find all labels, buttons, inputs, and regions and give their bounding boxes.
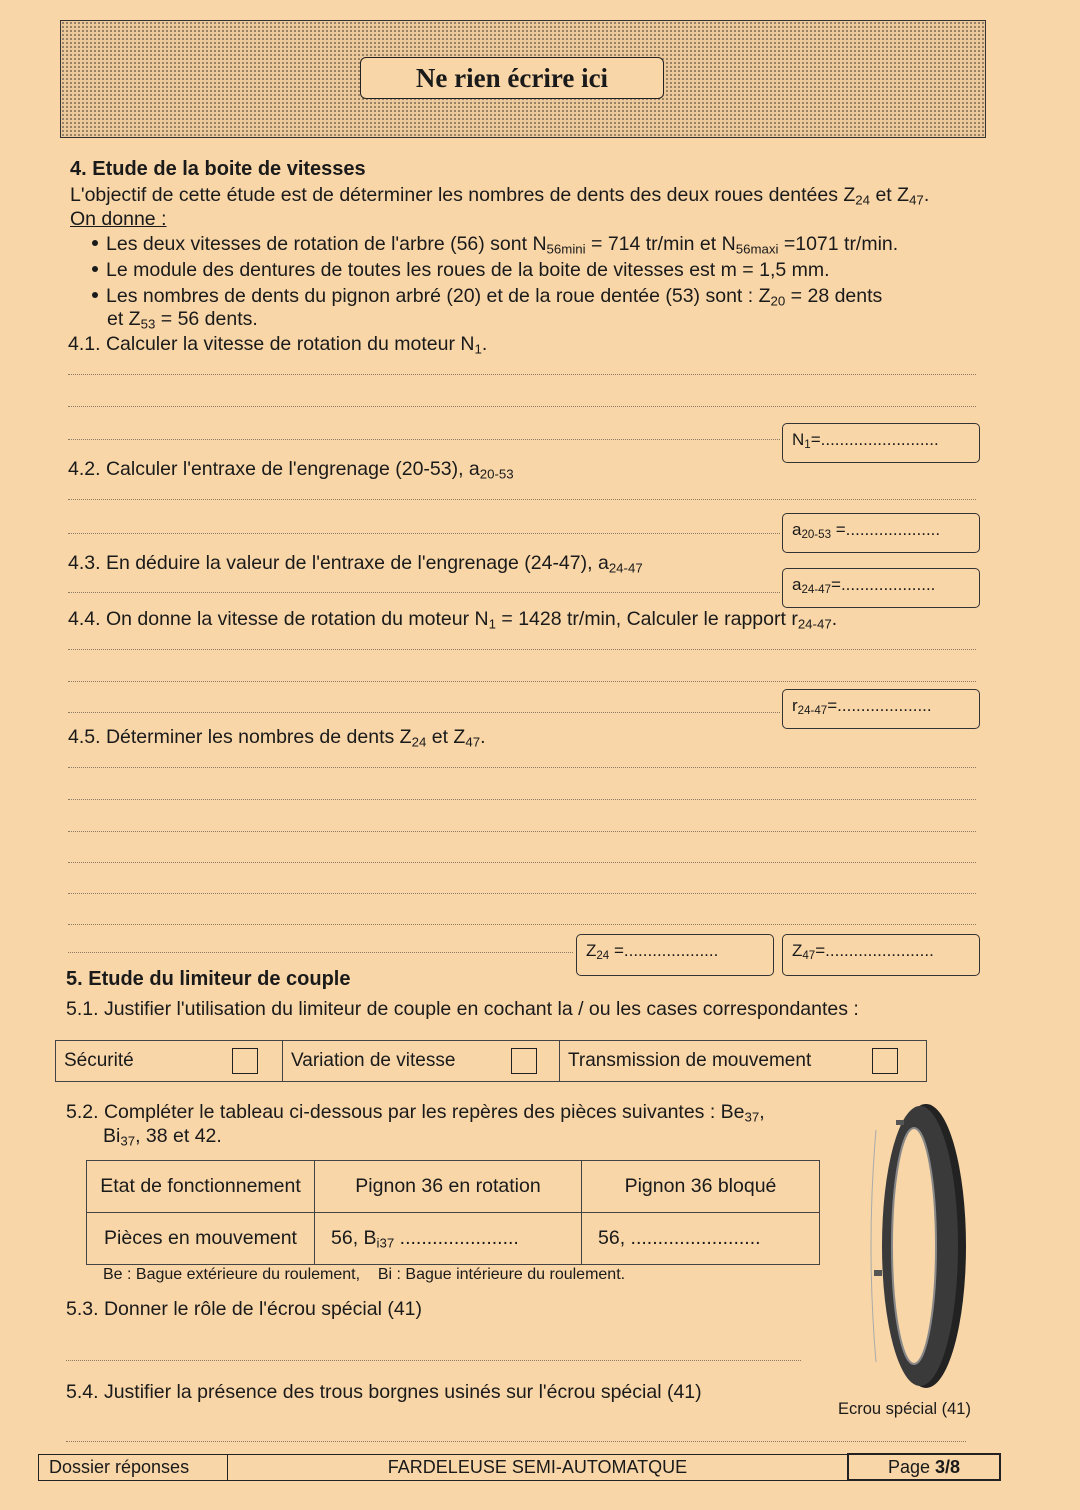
table-cell-rotation[interactable]: 56, $B_{i37}$ ...................... (315, 1213, 582, 1265)
table-legend: Be : Bague extérieure du roulement, Bi : Bague intérieure du roulement. (103, 1266, 626, 1283)
options-table (55, 1040, 927, 1082)
question-5-1: 5.1. Justifier l'utilisation du limiteur de couple en cochant la / ou les cases correspondantes : (66, 998, 859, 1020)
answer-line[interactable] (68, 767, 976, 768)
option-transmission: Transmission de mouvement (560, 1041, 927, 1082)
answer-box-z47[interactable]: $Z_{47}=$....................... (782, 934, 980, 976)
answer-box-z24[interactable]: $Z_{24}$ =.................... (576, 934, 774, 976)
question-4-2: 4.2. Calculer l'entraxe de l'engrenage (20-53), $a_{20-53}$ (68, 458, 514, 482)
footer-left: Dossier réponses (39, 1454, 228, 1480)
section-4-intro: L'objectif de cette étude est de déterminer les nombres de dents des deux roues dentées $Z_{24}$ et $Z_{47}$. (70, 184, 930, 208)
answer-line[interactable] (68, 499, 976, 500)
answer-line[interactable] (68, 893, 976, 894)
option-variation: Variation de vitesse (283, 1041, 560, 1082)
answer-line[interactable] (68, 952, 573, 953)
bullet-icon (92, 292, 98, 298)
given-bullet-1: Les deux vitesses de rotation de l'arbre (56) sont $N_{56mini} = 714$ tr/min et $N_{56maxi} =1071$ tr/min. (92, 233, 898, 256)
table-header-rotation: Pignon 36 en rotation (315, 1161, 582, 1213)
checkbox-transmission[interactable] (872, 1048, 898, 1074)
answer-line[interactable] (68, 374, 976, 375)
answer-box-r24-47[interactable]: $r_{24-47}=$.................... (782, 689, 980, 729)
bullet-icon (92, 266, 98, 272)
table-row-label: Pièces en mouvement (87, 1213, 315, 1265)
given-bullet-2: Le module des dentures de toutes les roues de la boite de vitesses est m = 1,5 mm. (92, 259, 830, 282)
answer-line[interactable] (66, 1441, 966, 1442)
answer-box-n1[interactable]: $N_1=$......................... (782, 423, 980, 463)
table-header-blocked: Pignon 36 bloqué (582, 1161, 820, 1213)
answer-line[interactable] (68, 831, 976, 832)
table-cell-blocked[interactable]: 56, ........................ (582, 1213, 820, 1265)
answer-line[interactable] (68, 862, 976, 863)
answer-line[interactable] (68, 649, 976, 650)
no-write-banner: Ne rien écrire ici (360, 57, 664, 99)
givens-label: On donne : (70, 208, 167, 230)
question-4-3: 4.3. En déduire la valeur de l'entraxe de l'engrenage (24-47), $a_{24-47}$ (68, 552, 643, 576)
checkbox-variation[interactable] (511, 1048, 537, 1074)
question-4-4: 4.4. On donne la vitesse de rotation du moteur $N_1 = 1428$ tr/min, Calculer le rapport $r_{24-47}$. (68, 608, 838, 632)
answer-line[interactable] (68, 799, 976, 800)
answer-line[interactable] (68, 439, 780, 440)
answer-box-a20-53[interactable]: $a_{20-53}$ =.................... (782, 513, 980, 553)
answer-line[interactable] (68, 592, 780, 593)
question-5-4: 5.4. Justifier la présence des trous borgnes usinés sur l'écrou spécial (41) (66, 1381, 702, 1403)
section-4-title: 4. Etude de la boite de vitesses (70, 158, 366, 180)
checkbox-securite[interactable] (232, 1048, 258, 1074)
answer-box-a24-47[interactable]: $a_{24-47}=$.................... (782, 568, 980, 608)
question-5-3: 5.3. Donner le rôle de l'écrou spécial (41) (66, 1298, 422, 1320)
bullet-icon (92, 240, 98, 246)
answer-line[interactable] (68, 533, 780, 534)
question-4-5: 4.5. Déterminer les nombres de dents $Z_{24}$ et $Z_{47}$. (68, 726, 486, 750)
answer-line[interactable] (68, 406, 976, 407)
image-caption: Ecrou spécial (41) (838, 1400, 971, 1418)
parts-table (86, 1160, 820, 1265)
option-securite: Sécurité (56, 1041, 283, 1082)
special-nut-image (860, 1100, 980, 1395)
question-5-2-cont: $Bi_{37}$, 38 et 42. (103, 1125, 222, 1149)
answer-line[interactable] (68, 712, 780, 713)
question-4-1: 4.1. Calculer la vitesse de rotation du moteur $N_1$. (68, 333, 488, 357)
answer-line[interactable] (68, 924, 976, 925)
given-bullet-3: Les nombres de dents du pignon arbré (20) et de la roue dentée (53) sont : $Z_{20} = 28$ dents (92, 285, 882, 308)
footer-page: Page 3/8 (848, 1454, 1000, 1480)
footer-center: FARDELEUSE SEMI-AUTOMATQUE (228, 1454, 849, 1480)
given-bullet-3-cont: et $Z_{53} = 56$ dents. (107, 308, 258, 332)
page-footer (38, 1453, 1001, 1481)
section-5-title: 5. Etude du limiteur de couple (66, 968, 351, 990)
table-header-state: Etat de fonctionnement (87, 1161, 315, 1213)
question-5-2: 5.2. Compléter le tableau ci-dessous par les repères des pièces suivantes : $Be_{37}$, (66, 1101, 765, 1125)
answer-line[interactable] (68, 681, 976, 682)
answer-line[interactable] (66, 1360, 801, 1361)
